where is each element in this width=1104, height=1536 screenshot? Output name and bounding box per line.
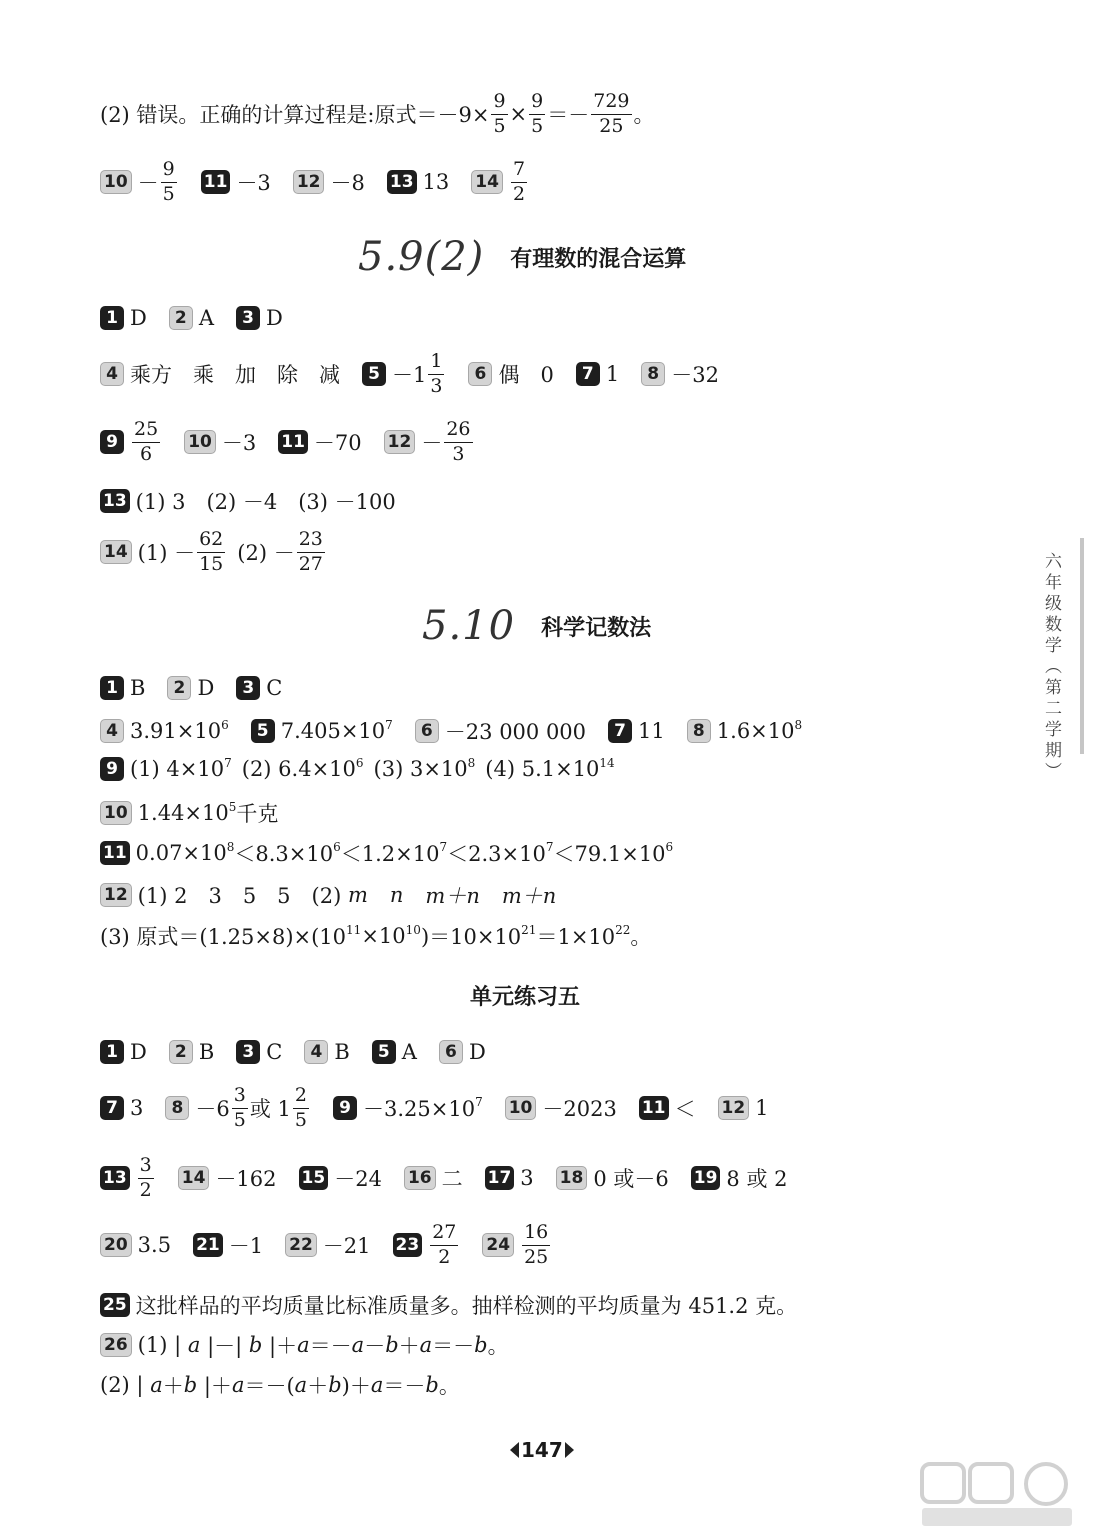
watermark-logo xyxy=(918,1460,1094,1530)
variable: a xyxy=(419,1333,433,1357)
answer-text: ＜2.3×10 xyxy=(447,842,546,866)
fraction xyxy=(138,1156,154,1201)
answer-text: 3 xyxy=(520,1166,534,1191)
denominator: 5 xyxy=(531,114,544,137)
question-number-badge: 12 xyxy=(100,883,132,907)
question-number-badge: 16 xyxy=(404,1166,436,1190)
answer-text: B xyxy=(198,1040,215,1064)
answer-line xyxy=(100,880,556,910)
question-number-badge: 11 xyxy=(639,1096,669,1120)
answer-text: 二 xyxy=(441,1167,463,1192)
answer-text: 1.44×10 xyxy=(137,801,229,825)
variable: m xyxy=(347,883,368,907)
numerator: 3 xyxy=(138,1156,154,1179)
answer-text: D xyxy=(130,306,147,330)
answer-text: (1) | xyxy=(137,1333,188,1357)
question-number-badge: 14 xyxy=(100,540,132,564)
question-number-badge: 9 xyxy=(100,757,124,781)
question-number-badge: 23 xyxy=(393,1233,423,1257)
question-number-badge: 26 xyxy=(100,1333,132,1357)
answer-text: ＜ xyxy=(674,1097,696,1122)
question-number-badge: 2 xyxy=(167,676,191,700)
exponent: 6 xyxy=(665,840,674,854)
answer-line-9-2 xyxy=(100,92,655,137)
answer-text: (1) 4×10 xyxy=(130,757,225,781)
question-number-badge: 3 xyxy=(236,1040,260,1064)
fraction xyxy=(511,160,527,205)
answer-line xyxy=(100,486,396,516)
answer-line xyxy=(100,1040,486,1064)
question-number-badge: 8 xyxy=(165,1096,189,1120)
answer-text: ＜8.3×10 xyxy=(234,842,334,866)
fraction xyxy=(428,352,444,397)
answer-text: ＝－ xyxy=(383,1374,426,1398)
fraction xyxy=(491,92,507,137)
numerator: 23 xyxy=(297,530,325,553)
answer-text: A xyxy=(198,306,215,330)
right-triangle-icon xyxy=(565,1442,574,1458)
section-title: 有理数的混合运算 xyxy=(510,246,687,272)
answer-text: )＝10×10 xyxy=(420,925,522,949)
denominator: 3 xyxy=(430,374,443,397)
answer-text: (3) 3×10 xyxy=(373,757,468,781)
fraction xyxy=(197,530,225,575)
numerator: 16 xyxy=(522,1223,550,1246)
fraction xyxy=(161,160,177,205)
answer-text: 11 xyxy=(638,719,665,743)
answer-text: B xyxy=(334,1040,350,1064)
expression: m＋n xyxy=(425,884,480,908)
text: 。 xyxy=(633,103,655,128)
exponent: 14 xyxy=(599,756,615,770)
denominator: 15 xyxy=(199,552,224,575)
answer-text: D xyxy=(130,1040,147,1064)
answer-text: (1) － xyxy=(137,541,196,566)
variable: a xyxy=(370,1373,384,1397)
text: (2) 错误。正确的计算过程是:原式＝－9× xyxy=(100,103,490,128)
answer-line-10-14 xyxy=(100,160,529,205)
answer-text: C xyxy=(266,1040,283,1064)
answer-text: (2) － xyxy=(237,541,295,566)
exponent: 10 xyxy=(405,923,421,937)
variable: b xyxy=(183,1373,198,1397)
unit-text: 千克 xyxy=(236,802,279,826)
fraction xyxy=(232,1086,248,1131)
denominator: 27 xyxy=(298,552,323,575)
answer-text: ＝－( xyxy=(244,1374,295,1398)
question-number-badge: 11 xyxy=(278,430,308,454)
question-number-badge: 5 xyxy=(372,1040,396,1064)
answer-text: ＝－ xyxy=(309,1334,352,1358)
exponent: 7 xyxy=(545,840,554,854)
section-number: 5.9(2) xyxy=(358,234,485,280)
answer-text: (1) 3 (2) －4 (3) －100 xyxy=(135,490,396,514)
question-number-badge: 21 xyxy=(193,1233,223,1257)
denominator: 3 xyxy=(452,442,465,465)
question-number-badge: 7 xyxy=(576,362,600,386)
variable: b xyxy=(248,1333,263,1357)
answer-text: －70 xyxy=(313,431,362,456)
question-number-badge: 6 xyxy=(415,719,439,743)
answer-text: (2) 6.4×10 xyxy=(241,757,356,781)
question-number-badge: 9 xyxy=(100,430,124,454)
answer-text: |－| xyxy=(200,1334,249,1358)
answer-text: 3 xyxy=(130,1096,144,1121)
answer-text: ＋ xyxy=(162,1374,184,1398)
section-number: 5.10 xyxy=(422,603,516,649)
exponent: 22 xyxy=(615,923,631,937)
question-number-badge: 13 xyxy=(387,170,417,194)
numerator: 25 xyxy=(132,420,160,443)
answer-text: － xyxy=(421,431,443,456)
answer-text: －21 xyxy=(322,1234,371,1259)
answer-text: －23 000 000 xyxy=(444,720,587,744)
answer-text: －2023 xyxy=(542,1097,617,1122)
numerator: 729 xyxy=(591,92,631,115)
denominator: 5 xyxy=(493,114,506,137)
fraction xyxy=(297,530,325,575)
answer-text: － xyxy=(364,1334,386,1358)
answer-text: 3.91×10 xyxy=(130,719,222,743)
answer-text: －1 xyxy=(392,363,427,388)
numerator: 26 xyxy=(444,420,472,443)
answer-line xyxy=(100,1290,797,1320)
numerator: 62 xyxy=(197,530,225,553)
denominator: 5 xyxy=(233,1108,246,1131)
answer-text: |＋ xyxy=(197,1374,232,1398)
page-number xyxy=(510,1438,574,1462)
answer-text: (3) 原式＝(1.25×8)×(10 xyxy=(100,925,347,949)
fraction xyxy=(293,1086,309,1131)
question-number-badge: 6 xyxy=(439,1040,463,1064)
question-number-badge: 1 xyxy=(100,676,124,700)
question-number-badge: 9 xyxy=(333,1096,357,1120)
answer-text: 1.6×10 xyxy=(716,719,795,743)
fraction xyxy=(430,1223,458,1268)
answer-line xyxy=(100,1370,460,1400)
exponent: 8 xyxy=(226,840,235,854)
numerator: 7 xyxy=(511,160,527,183)
question-number-badge: 7 xyxy=(100,1096,124,1120)
answer-text: ×10 xyxy=(361,924,406,948)
answer-text: ＜1.2×10 xyxy=(340,842,440,866)
question-number-badge: 5 xyxy=(251,719,275,743)
exponent: 8 xyxy=(794,718,803,732)
variable: a xyxy=(297,1333,310,1357)
side-tab-text: 六年级数学（第二学期） xyxy=(1041,552,1061,783)
question-number-badge: 6 xyxy=(468,362,492,386)
answer-text: －24 xyxy=(334,1167,382,1192)
answer-text: C xyxy=(266,676,283,700)
denominator: 5 xyxy=(294,1108,307,1131)
answer-text: －32 xyxy=(671,363,719,388)
question-number-badge: 2 xyxy=(169,1040,193,1064)
exponent: 8 xyxy=(467,756,476,770)
fraction xyxy=(591,92,631,137)
answer-text: 。 xyxy=(630,925,652,949)
denominator: 2 xyxy=(512,182,526,205)
section-heading-5-10 xyxy=(422,603,651,649)
denominator: 5 xyxy=(162,182,175,205)
question-number-badge: 12 xyxy=(384,430,416,454)
answer-line xyxy=(100,921,651,951)
denominator: 25 xyxy=(599,114,624,137)
question-number-badge: 4 xyxy=(100,719,124,743)
variable: a xyxy=(187,1333,201,1357)
answer-text: ＋ xyxy=(307,1374,329,1398)
question-number-badge: 10 xyxy=(505,1096,537,1120)
answer-text: (4) 5.1×10 xyxy=(485,757,600,781)
exponent: 7 xyxy=(475,1095,483,1110)
fraction xyxy=(522,1223,550,1268)
answer-line xyxy=(100,716,802,746)
question-number-badge: 19 xyxy=(691,1166,721,1190)
answer-text: 或 1 xyxy=(249,1097,291,1122)
answer-line xyxy=(100,1086,769,1131)
answer-text: (2) | xyxy=(100,1373,151,1397)
answer-text: (1) 2 3 5 5 (2) xyxy=(137,884,348,908)
left-triangle-icon xyxy=(510,1442,519,1458)
answer-text: 乘方 乘 加 除 减 xyxy=(130,363,340,388)
answer-line xyxy=(100,838,673,868)
question-number-badge: 12 xyxy=(718,1096,750,1120)
question-number-badge: 11 xyxy=(201,170,231,194)
fraction xyxy=(529,92,545,137)
answer-text: －8 xyxy=(330,171,365,196)
exponent: 7 xyxy=(385,718,393,732)
answer-text: －3 xyxy=(221,431,257,456)
answer-text: 偶 0 xyxy=(498,363,554,388)
question-number-badge: 25 xyxy=(100,1293,130,1317)
question-number-badge: 17 xyxy=(485,1166,515,1190)
exponent: 6 xyxy=(333,840,341,854)
answer-text: ＋ xyxy=(398,1334,420,1358)
question-number-badge: 14 xyxy=(471,170,503,194)
section-heading-5-9-2 xyxy=(358,234,686,280)
numerator: 3 xyxy=(232,1086,248,1109)
answer-text: 7.405×10 xyxy=(280,719,386,743)
question-number-badge: 3 xyxy=(236,676,260,700)
variable: a xyxy=(150,1373,163,1397)
numerator: 1 xyxy=(428,352,444,375)
numerator: 2 xyxy=(293,1086,309,1109)
text: ＝－ xyxy=(547,103,590,128)
answer-text: A xyxy=(401,1040,417,1064)
question-number-badge: 18 xyxy=(556,1166,588,1190)
variable: n xyxy=(389,883,404,907)
exponent: 21 xyxy=(521,923,537,937)
answer-line xyxy=(100,530,327,575)
answer-text: 这批样品的平均质量比标准质量多。抽样检测的平均质量为 451.2 克。 xyxy=(135,1294,798,1318)
answer-line xyxy=(100,1223,552,1268)
variable: a xyxy=(351,1333,365,1357)
answer-text: 。 xyxy=(487,1334,509,1358)
question-number-badge: 4 xyxy=(100,362,124,386)
answer-line xyxy=(100,1156,787,1201)
answer-text: －3 xyxy=(236,171,271,196)
numerator: 27 xyxy=(430,1223,458,1246)
answer-text: 3.5 xyxy=(137,1233,172,1258)
answer-text: B xyxy=(130,676,146,700)
exponent: 11 xyxy=(346,923,362,937)
variable: a xyxy=(231,1373,245,1397)
variable: b xyxy=(425,1373,439,1397)
question-number-badge: 2 xyxy=(169,306,193,330)
page-number-text: 147 xyxy=(521,1438,563,1462)
expression: m＋n xyxy=(501,884,557,908)
answer-text: )＋ xyxy=(341,1374,371,1398)
question-number-badge: 10 xyxy=(100,801,132,825)
fraction xyxy=(444,420,472,465)
question-number-badge: 22 xyxy=(285,1233,317,1257)
answer-text: 0 或－6 xyxy=(593,1167,669,1192)
answer-text: 。 xyxy=(438,1374,460,1398)
text: × xyxy=(509,102,528,127)
variable: b xyxy=(474,1333,488,1357)
answer-text: ＝1×10 xyxy=(536,925,616,949)
exponent: 6 xyxy=(221,718,229,732)
denominator: 25 xyxy=(524,1245,549,1268)
section-title: 科学记数法 xyxy=(541,615,652,641)
answer-text: －6 xyxy=(195,1097,230,1122)
answer-text: D xyxy=(266,306,283,330)
answer-text: ＝－ xyxy=(432,1334,475,1358)
denominator: 2 xyxy=(139,1178,152,1201)
answer-line xyxy=(100,306,283,330)
denominator: 6 xyxy=(140,442,153,465)
answer-text: 1 xyxy=(605,362,620,387)
answer-text: 8 或 2 xyxy=(726,1167,788,1192)
answer-line xyxy=(100,798,278,828)
question-number-badge: 13 xyxy=(100,1166,130,1190)
question-number-badge: 8 xyxy=(641,362,665,386)
answer-text: 13 xyxy=(422,170,450,195)
denominator: 2 xyxy=(438,1245,451,1268)
answer-text: －162 xyxy=(215,1167,277,1192)
unit-exercise-title: 单元练习五 xyxy=(470,985,581,1010)
answer-text: |＋ xyxy=(262,1334,298,1358)
answer-text: 1 xyxy=(755,1096,769,1121)
answer-line xyxy=(100,757,615,781)
numerator: 9 xyxy=(491,92,507,115)
answer-text: 0.07×10 xyxy=(135,841,227,865)
answer-text: D xyxy=(197,676,215,700)
question-number-badge: 13 xyxy=(100,489,130,513)
answer-text: －3.25×10 xyxy=(362,1097,476,1122)
numerator: 9 xyxy=(161,160,177,183)
answer-line xyxy=(100,420,475,465)
question-number-badge: 20 xyxy=(100,1233,132,1257)
answer-text: －1 xyxy=(228,1234,264,1259)
variable: b xyxy=(328,1373,342,1397)
question-number-badge: 4 xyxy=(304,1040,328,1064)
question-number-badge: 15 xyxy=(299,1166,329,1190)
exponent: 7 xyxy=(439,840,448,854)
answer-text: ＜79.1×10 xyxy=(553,842,666,866)
exponent: 5 xyxy=(228,800,237,814)
numerator: 9 xyxy=(529,92,545,115)
question-number-badge: 10 xyxy=(184,430,216,454)
question-number-badge: 24 xyxy=(482,1233,514,1257)
question-number-badge: 5 xyxy=(362,362,386,386)
question-number-badge: 10 xyxy=(100,170,132,194)
question-number-badge: 7 xyxy=(608,719,632,743)
question-number-badge: 1 xyxy=(100,1040,124,1064)
question-number-badge: 8 xyxy=(687,719,711,743)
question-number-badge: 11 xyxy=(100,841,130,865)
exponent: 7 xyxy=(224,756,232,770)
answer-line xyxy=(100,352,719,397)
question-number-badge: 3 xyxy=(236,306,260,330)
question-number-badge: 14 xyxy=(178,1166,210,1190)
side-tab-bar xyxy=(1080,538,1084,754)
variable: a xyxy=(294,1373,308,1397)
answer-line xyxy=(100,1330,509,1360)
variable: b xyxy=(385,1333,399,1357)
answer-line xyxy=(100,676,282,700)
exponent: 6 xyxy=(355,756,364,770)
answer-text: D xyxy=(468,1040,486,1064)
answer-text: － xyxy=(137,171,159,196)
fraction xyxy=(132,420,160,465)
question-number-badge: 1 xyxy=(100,306,124,330)
question-number-badge: 12 xyxy=(293,170,325,194)
